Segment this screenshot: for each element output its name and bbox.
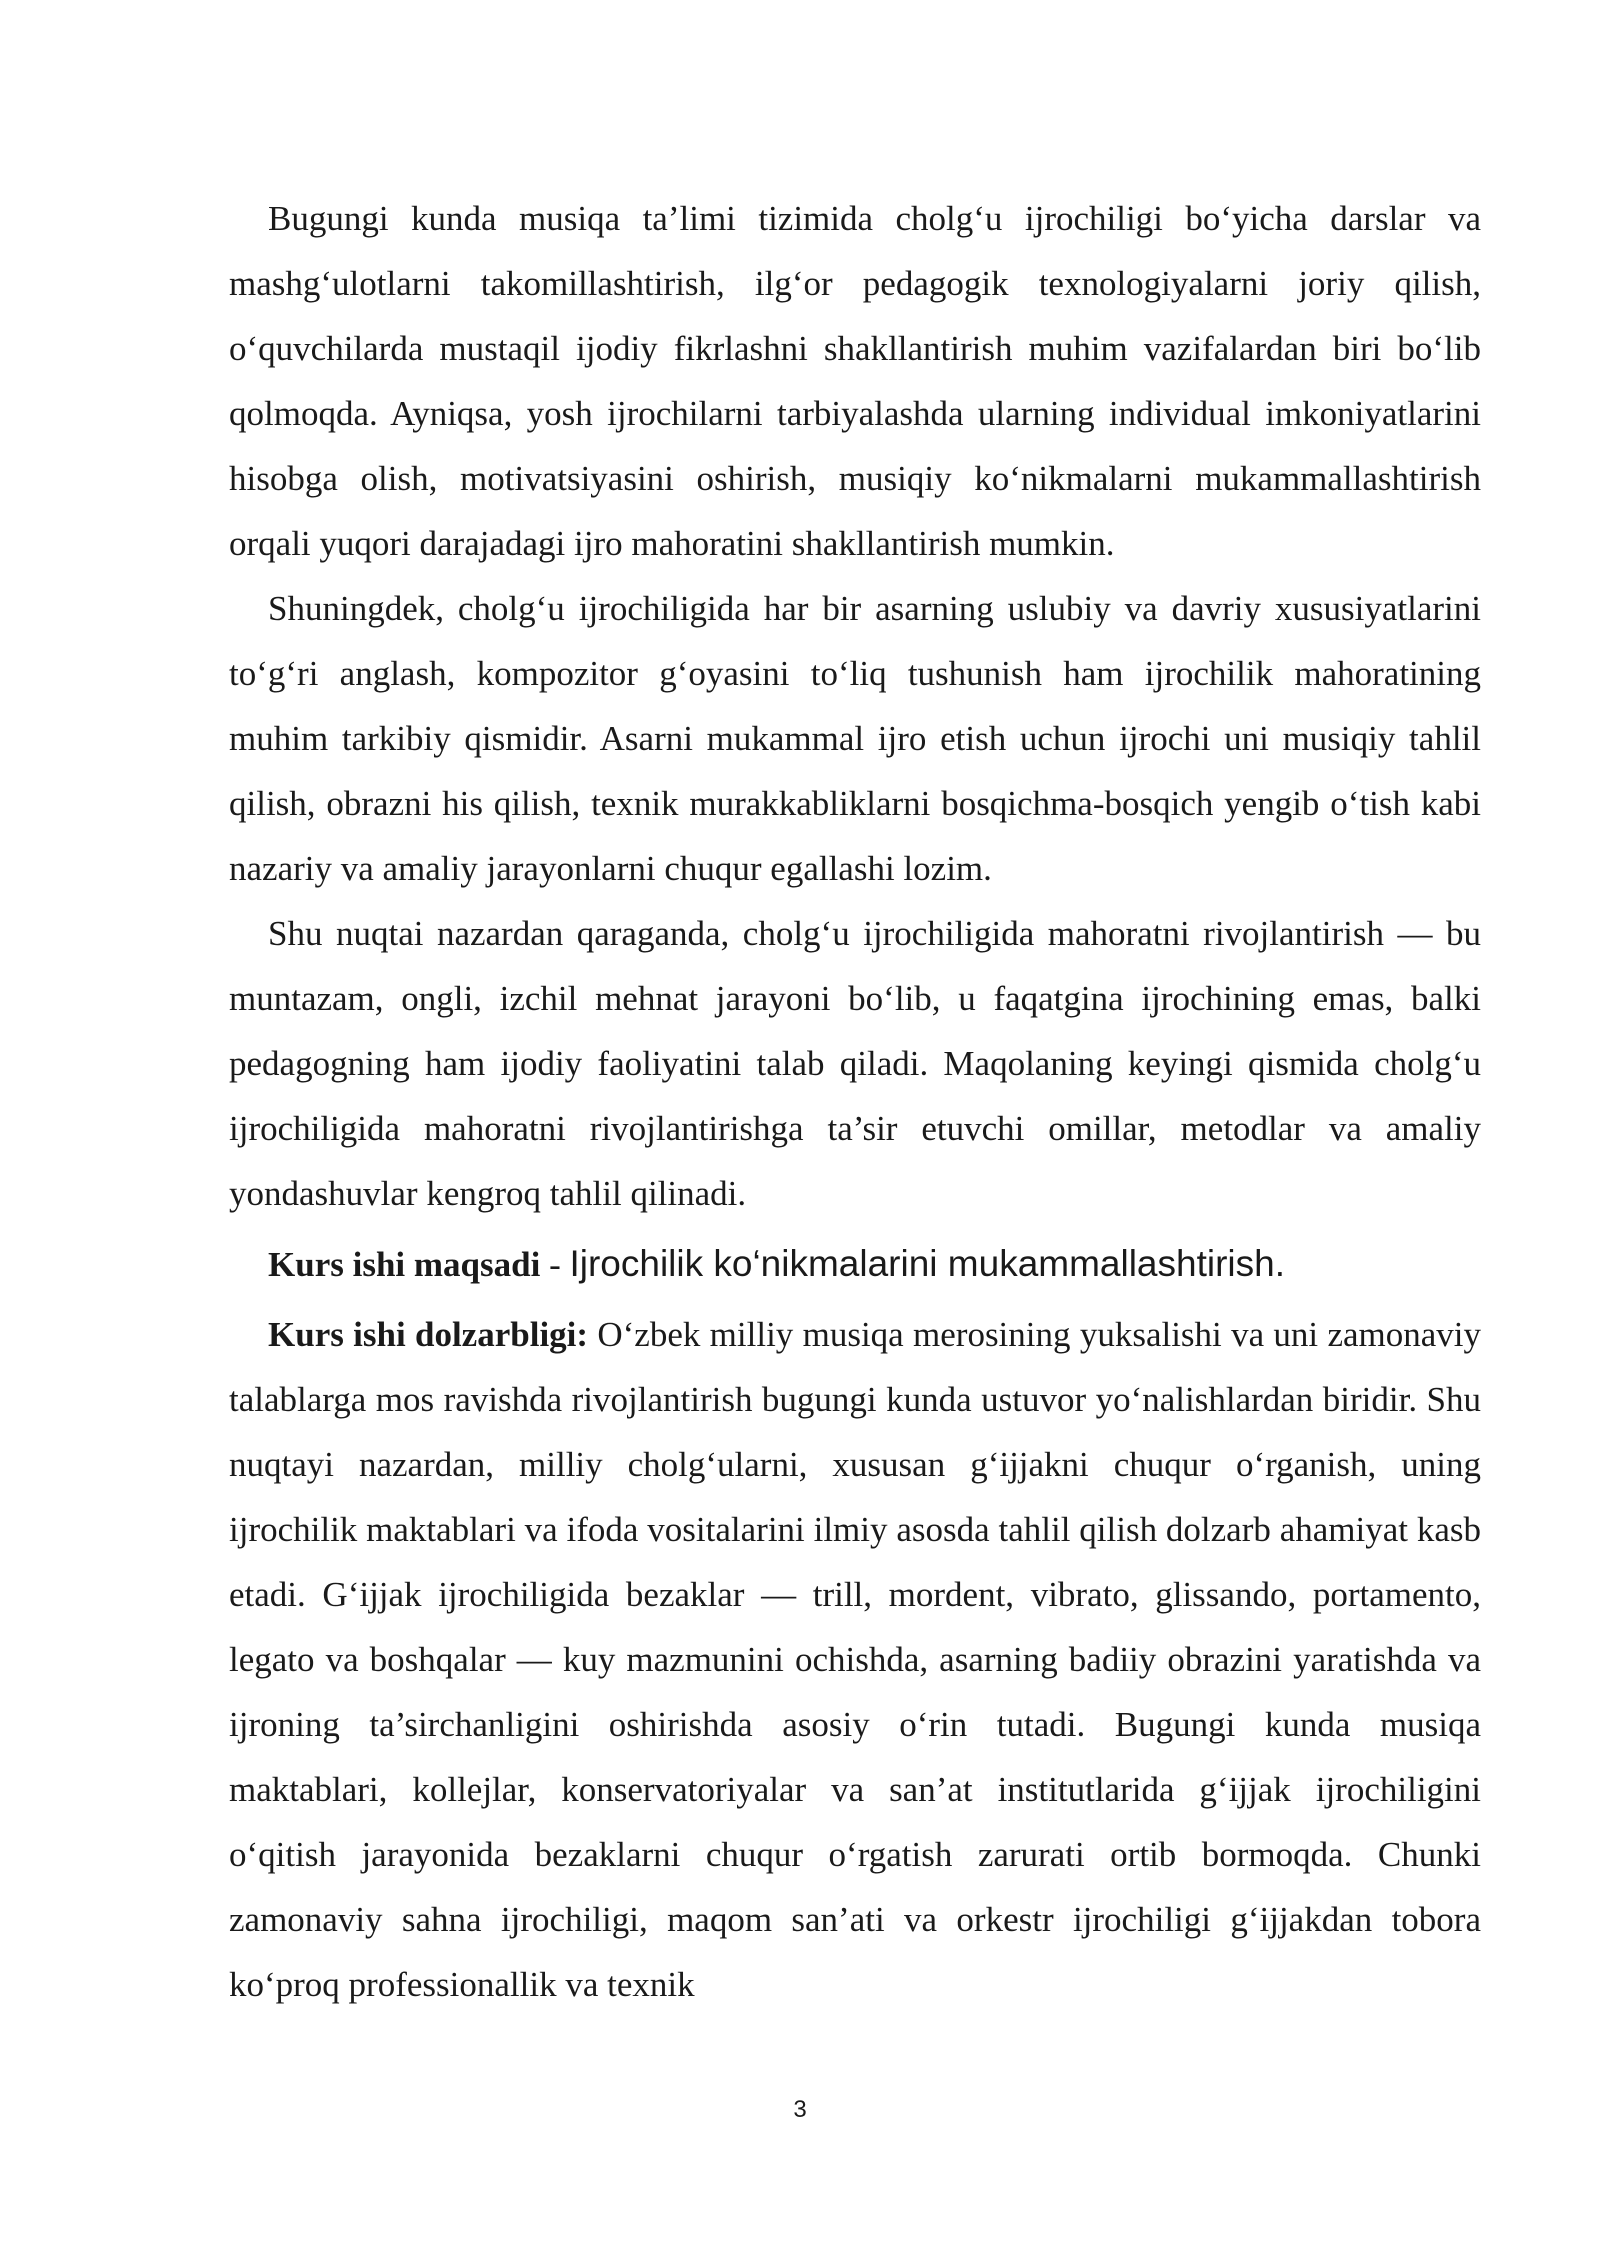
page-number: 3 [793,2096,807,2123]
course-relevance [229,1302,1481,2017]
course-relevance-label: Kurs ishi dolzarbligi: [268,1315,589,1354]
paragraph-viewpoint: Shu nuqtai nazardan qaraganda, cholg‘u ijrochiligida mahoratni rivojlantirish — bu muntazam, ongli, izchil mehnat jarayoni bo‘lib, u faqatgina ijrochining emas, balki pedagogning ham ijodiy faoliyatini talab qiladi. Maqolaning keyingi qismida cholg‘u ijrochiligida mahoratni rivojlantirishga ta’sir etuvchi omillar, metodlar va amaliy yondashuvlar kengroq tahlil qilinadi. [229,914,1481,1213]
document-page [229,186,1481,2017]
paragraph-intro: Bugungi kunda musiqa ta’limi tizimida cholg‘u ijrochiligi bo‘yicha darslar va mashg‘ulotlarni takomillashtirish, ilg‘or pedagogik texnologiyalarni joriy qilish, o‘quvchilarda mustaqil ijodiy fikrlashni shakllantirish muhim vazifalardan biri bo‘lib qolmoqda. Ayniqsa, yosh ijrochilarni tarbiyalashda ularning individual imkoniyatlarini hisobga olish, motivatsiyasini oshirish, musiqiy ko‘nikmalarni mukammallashtirish orqali yuqori darajadagi ijro mahoratini shakllantirish mumkin. [229,199,1481,563]
course-relevance-text: O‘zbek milliy musiqa merosining yuksalishi va uni zamonaviy talablarga mos ravishda rivojlantirish bugungi kunda ustuvor yo‘nalishlardan biridir. Shu nuqtayi nazardan, milliy cholg‘ularni, xususan g‘ijjakni chuqur o‘rganish, uning ijrochilik maktablari va ifoda vositalarini ilmiy asosda tahlil qilish dolzarb ahamiyat kasb etadi. G‘ijjak ijrochiligida bezaklar — trill, mordent, vibrato, glissando, portamento, legato va boshqalar — kuy mazmunini ochishda, asarning badiiy obrazini yaratishda va ijroning ta’sirchanligini oshirishda asosiy o‘rin tutadi. Bugungi kunda musiqa maktablari, kollejlar, konservatoriyalar va san’at institutlarida g‘ijjak ijrochiligini o‘qitish jarayonida bezaklarni chuqur o‘rgatish zarurati ortib bormoqda. Chunki zamonaviy sahna ijrochiligi, maqom san’ati va orkestr ijrochiligi g‘ijjakdan tobora ko‘proq professionallik va texnik [229,1315,1482,2004]
course-goal-separator: - [540,1245,570,1284]
course-goal-text: Ijrochilik ko‘nikmalarini mukammallashtirish. [569,1243,1285,1284]
paragraph-style-features: Shuningdek, cholg‘u ijrochiligida har bir asarning uslubiy va davriy xususiyatlarini to‘g‘ri anglash, kompozitor g‘oyasini to‘liq tushunish ham ijrochilik mahoratining muhim tarkibiy qismidir. Asarni mukammal ijro etish uchun ijrochi uni musiqiy tahlil qilish, obrazni his qilish, texnik murakkabliklarni bosqichma-bosqich yengib o‘tish kabi nazariy va amaliy jarayonlarni chuqur egallashi lozim. [229,589,1481,888]
course-goal [229,1226,1481,1302]
course-goal-label: Kurs ishi maqsadi [268,1245,541,1284]
